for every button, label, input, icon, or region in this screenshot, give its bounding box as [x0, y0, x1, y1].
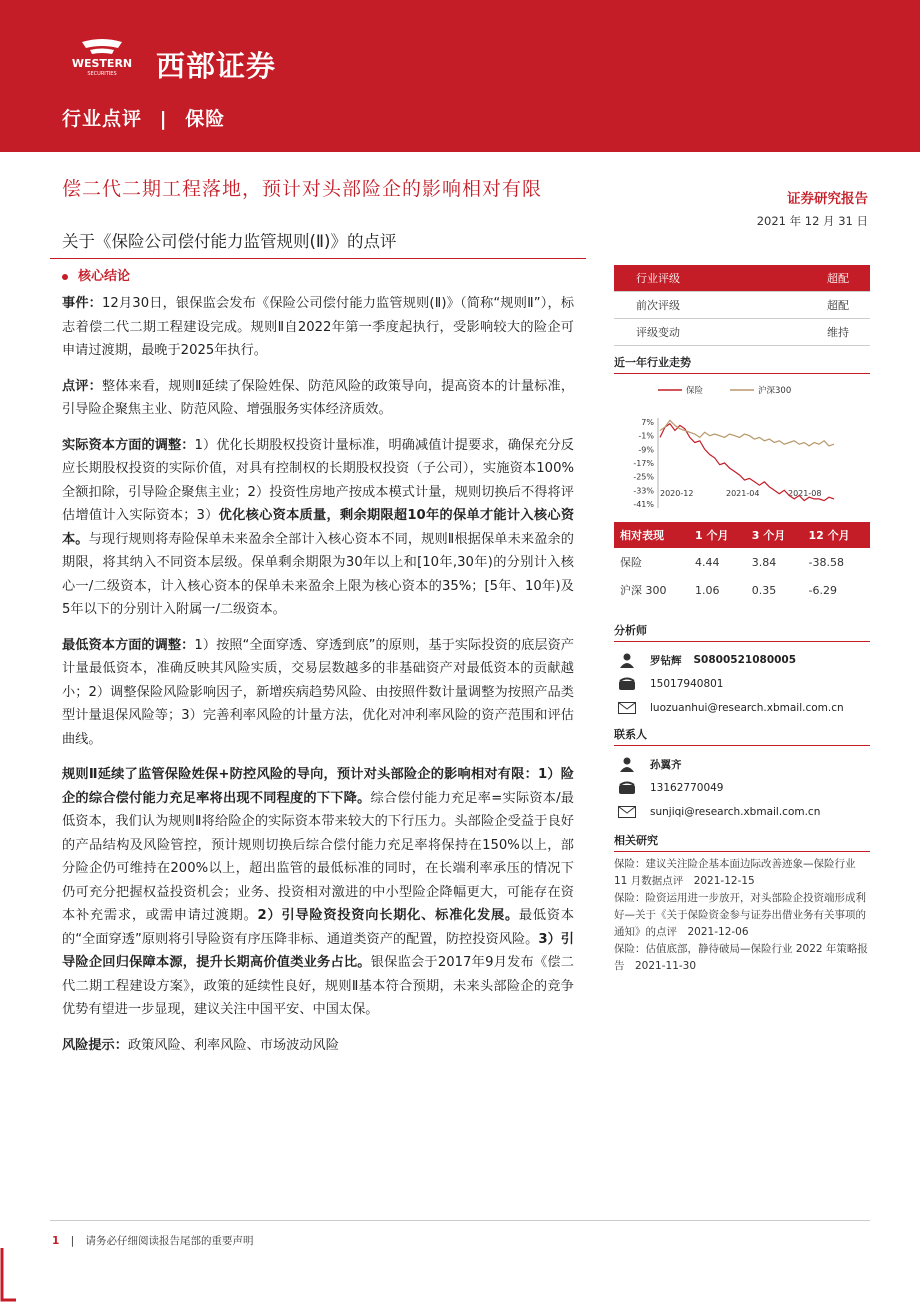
paragraph-comment: 点评：整体来看，规则Ⅱ延续了保险姓保、防范风险的政策导向，提高资本的计量标准，引导险企聚焦主业、防范风险、增强服务实体经济质效。 — [62, 378, 575, 417]
report-type: 证券研究报告 — [787, 191, 868, 207]
rating-row: 行业评级 超配 — [614, 265, 870, 292]
analyst-cert: S0800521080005 — [693, 654, 797, 666]
footer-notice: 请务必仔细阅读报告尾部的重要声明 — [85, 1235, 254, 1247]
series-line-沪深300 — [660, 420, 834, 446]
paragraph-risk: 风险提示：政策风险、利率风险、市场波动风险 — [62, 1037, 339, 1053]
phone-icon — [618, 779, 636, 797]
analyst-email[interactable]: luozuanhui@research.xbmail.com.cn — [650, 702, 844, 714]
contact-heading: 联系人 — [614, 726, 870, 746]
person-icon — [618, 755, 636, 773]
related-item[interactable]: 保险：建议关注险企基本面边际改善迹象—保险行业 11 月数据点评 2021-12-15 — [614, 858, 856, 887]
analyst-phone: 15017940801 — [650, 678, 724, 690]
y-tick-label: -25% — [633, 472, 654, 482]
phone-icon — [618, 675, 636, 693]
analyst-phone-row — [614, 672, 870, 696]
logo-cn: 西部证券 — [156, 49, 277, 83]
trend-chart-svg — [614, 374, 870, 522]
mail-icon — [618, 803, 636, 821]
paragraph-event: 事件：12月30日，银保监会发布《保险公司偿付能力监管规则(Ⅱ)》（简称“规则Ⅱ”），标志着偿二代二期工程建设完成。规则Ⅱ自2022年第一季度起执行，受影响较大的险企可申请过渡期，最晚于2025年执行。 — [62, 296, 575, 358]
performance-row: 保险 4.44 3.84 -38.58 — [620, 555, 844, 569]
y-tick-label: -17% — [633, 459, 654, 468]
person-icon — [618, 651, 636, 669]
rating-row: 评级变动 维持 — [614, 319, 870, 346]
report-subtitle: 关于《保险公司偿付能力监管规则(Ⅱ)》的点评 — [62, 232, 397, 251]
contact-name-row — [614, 752, 870, 776]
paragraph-actual-capital: 实际资本方面的调整：1）优化长期股权投资计量标准，明确减值计提要求，确保充分反应长期股权投资的实际价值，对具有控制权的长期股权投资（子公司），实施资本100%全额扣除，引导险企聚焦主业；2）投资性房地产按成本模式计量，规则切换后不得将评估增值计入实际资本；3）优化核心资本质量，剩余期限超10年的保单才能计入核心资本。与现行规则将寿险保单未来盈余全部计入核心资本不同，规则Ⅱ根据保单未来盈余的期限，将其纳入不同资本层级。保单剩余期限为30年以上和[10年,30年)的分别计入核心一/二级资本，计入核心资本的保单未来盈余上限为核心资本的35%；[5年、10年)及5年以下的分别计入附属一/二级资本。 — [62, 437, 575, 617]
main-body — [62, 292, 574, 1069]
contact-block — [614, 752, 870, 824]
related-item[interactable]: 保险：估值底部，静待破局—保险行业 2022 年策略报告 2021-11-30 — [614, 943, 868, 972]
paragraph-impact: 规则Ⅱ延续了监管保险姓保+防控风险的导向，预计对头部险企的影响相对有限：1）险企的综合偿付能力充足率将出现不同程度的下下降。综合偿付能力充足率=实际资本/最低资本，我们认为规则Ⅱ将给险企的实际资本带来较大的下行压力。头部险企受益于良好的产品结构及风险管控，预计规则切换后综合偿付能力充足率将保持在150%以上，部分险企仍可维持在200%以上，超出监管的最低标准的同时，在长端利率承压的情况下仍可充分把握权益投资机会；业务、投资相对激进的中小型险企降幅更大，可能存在资本补充需求，或需申请过渡期。2）引导险资投资向长期化、标准化发展。最低资本的“全面穿透”原则将引导险资有序压降非标、通道类资产的配置，防控投资风险。3）引导险企回归保障本源，提升长期高价值类业务占比。银保监会于2017年9月发布《偿二代二期工程建设方案》，政策的延续性良好，规则Ⅱ基本符合预期，未来头部险企的竞争优势有望进一步显现，建议关注中国平安、中国太保。 — [62, 767, 575, 1017]
performance-header: 相对表现 1 个月 3 个月 12 个月 — [614, 522, 870, 548]
category-label: 行业点评 — [62, 108, 143, 130]
logo-en: WESTERN — [71, 57, 133, 70]
y-tick-label: -9% — [638, 445, 654, 455]
analyst-name: 罗钻辉 — [650, 654, 682, 667]
western-securities-logo — [60, 38, 144, 78]
report-title: 偿二代二期工程落地，预计对头部险企的影响相对有限 — [62, 178, 543, 200]
footer-divider — [50, 1220, 870, 1221]
x-tick-label: 2020-12 — [660, 489, 694, 498]
legend-label: 沪深300 — [758, 386, 792, 396]
bullet-dot-icon — [62, 274, 68, 280]
sidebar — [614, 265, 870, 975]
industry-label: 保险 — [185, 108, 226, 130]
contact-name: 孙翼齐 — [650, 758, 682, 771]
y-tick-label: -41% — [633, 500, 654, 509]
rating-table — [614, 265, 870, 346]
contact-phone: 13162770049 — [650, 782, 724, 794]
contact-email-row — [614, 800, 870, 824]
footer-separator: | — [70, 1235, 75, 1247]
analyst-email-row — [614, 696, 870, 720]
related-heading: 相关研究 — [614, 832, 870, 852]
analyst-block — [614, 648, 870, 720]
section-divider — [50, 258, 586, 259]
report-date: 2021 年 12 月 31 日 — [756, 214, 868, 228]
paragraph-minimum-capital: 最低资本方面的调整：1）按照“全面穿透、穿透到底”的原则，基于实际投资的底层资产计量最低资本，准确反映其风险实质，交易层数越多的非基础资产对最低资本的贡献越小；2）调整保险风险影响因子，新增疾病趋势风险、由按照件数计量调整为按照产品类型计量退保风险等；3）完善利率风险的计量方法，优化对冲利率风险的资产范围和评估曲线。 — [62, 637, 574, 747]
header-banner — [0, 0, 920, 152]
analyst-heading: 分析师 — [614, 622, 870, 642]
related-item[interactable]: 保险：险资运用进一步放开，对头部险企投资端形成利好—关于《关于保险资金参与证券出借业务有关事项的通知》的点评 2021-12-06 — [614, 892, 866, 938]
y-tick-label: -33% — [633, 486, 654, 496]
x-tick-label: 2021-08 — [788, 489, 822, 498]
performance-row: 沪深 300 1.06 0.35 -6.29 — [620, 583, 837, 597]
performance-table — [614, 522, 870, 604]
contact-phone-row — [614, 776, 870, 800]
analyst-name-row — [614, 648, 870, 672]
rating-row: 前次评级 超配 — [614, 292, 870, 319]
footer — [52, 1233, 254, 1248]
core-heading: 核心结论 — [62, 265, 130, 284]
mail-icon — [618, 699, 636, 717]
logo-en-sub: SECURITIES — [87, 71, 117, 77]
y-tick-label: 7% — [641, 418, 654, 427]
x-tick-label: 2021-04 — [726, 489, 760, 498]
trend-heading: 近一年行业走势 — [614, 354, 870, 374]
legend-label: 保险 — [686, 386, 704, 396]
related-list — [614, 856, 870, 975]
y-tick-label: -1% — [638, 431, 654, 441]
trend-chart — [614, 374, 870, 522]
category-separator: | — [159, 108, 168, 130]
contact-email[interactable]: sunjiqi@research.xbmail.com.cn — [650, 806, 821, 818]
page-number: 1 — [52, 1235, 60, 1247]
header-category — [62, 104, 225, 131]
corner-decoration — [0, 1248, 16, 1302]
